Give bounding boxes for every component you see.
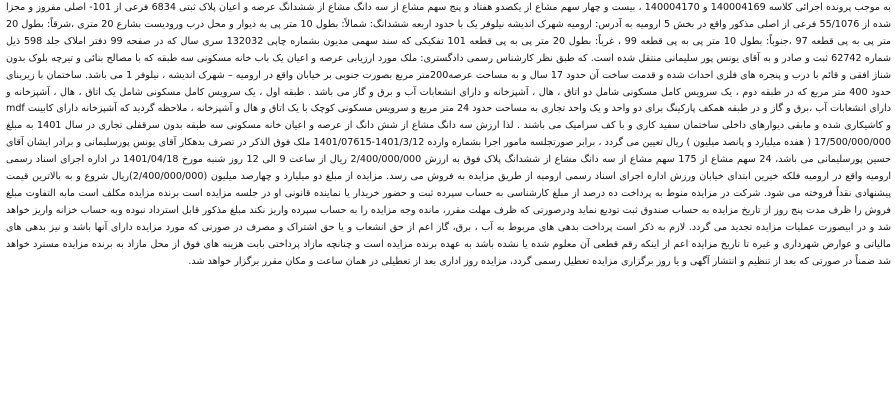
notice-body-text: به موجب پرونده اجرائی کلاسه 140004169 و 140004170 ، بیست و چهار سهم مشاع از یکصدو هفتاد و پنج سهم مشاع از سه دانگ مشاع از ششدانگ عرصه و اعیان پلاک ثبتی 6834 فرعی از 101- اصلی مفروز و مجزا شده از 55/1076 فرعی از اصلی مذکور واقع در بخش 5 ارومیه به آدرس: ارومیه شهرک اندیشه نیلوفر یک با حدود اربعه ششدانگ: شمالاً: بطول 10 متر پی به دیوار و محل درب ورودیست بشارع 20 متری ،شرقاً: بطول 20 متر پی به پی قطعه 97 ،جنوباً: بطول 10 متر پی به پی قطعه 99 ، غرباً: بطول 20 متر پی به پی قطعه 101 تفکیکی که سند سهمی مدیون بشماره چاپی 132032 سری سال که در صفحه 99 دفتر املاک جلد 598 ذیل شماره 62742 ثبت و صادر و به آقای یونس پور سلیمانی منتقل شده است. که طبق نظر کارشناس رسمی دادگستری: ملک مورد ارزیابی عرصه و اعیان یک باب خانه مسکونی سه طبقه که با مصالح بنائی و تیرچه بلوک بدون شناژ افقی و قائم با درب و پنجره های فلزی احداث شده و قدمت ساخت آن حدود 17 سال و به مساحت عرصه200متر مربع بصورت جنوبی بر خیابان واقع در ارومیه – شهرک اندیشه ، نیلوفر 1 می باشد. ساختمان با زیربنای حدود 400 متر مربع که در طبقه دوم ، یک سرویس کامل مسکونی شامل دو اتاق ، هال ، آشپزخانه و دارای انشعابات آب و برق و گاز می باشد . طبقه اول ، یک سرویس کامل مسکونی شامل یک اتاق ، هال ، آشپزخانه و دارای انشعابات آب ،برق و گاز و در طبقه همکف پارکینگ برای دو واحد و یک واحد تجاری به مساحت حدود 24 متر مربع و سرویس مسکونی کوچک با یک اتاق و هال و آشپزخانه ، ملاحظه گردید که آشپزخانه دارای کابینت mdf و کاشیکاری شده و مابقی دیوارهای داخلی ساختمان سفید کاری و با کف سرامیک می باشند . لذا ارزش سه دانگ مشاع از شش دانگ از عرصه و اعیان خانه مسکونی سه طبقه بدون سرقفلی تجاری در سال 1401 به مبلغ 17/500/000/000 ( هفده میلیارد و پانصد میلیون ) ریال تعیین می گردد ، برابر صورتجلسه مامور اجرا بشماره وارده 1401/3/12-1401/07615 ملک فوق الذکر در تصرف بدهکار آقای یونس پورسلیمانی و برادر ایشان آقای حسین پورسلیمانی می باشد، 24 سهم مشاع از 175 سهم مشاع از سه دانگ مشاع از ششدانگ پلاک فوق به ارزش 2/400/000/000 ریال از ساعت 9 الی 12 روز شنبه مورخ 1401/04/18 در اداره اجرای اسناد رسمی ارومیه واقع در ارومیه فلکه خیرین ابتدای خیابان ورزش اداره اجرای اسناد رسمی ارومیه از طریق مزایده به فروش می رسد. مزایده از مبلغ دو میلیارد و چهارصد میلیون (2/400/000/000)ریال شروع و به بالاترین قیمت پیشنهادی نقداً فروخته می شود. شرکت در مزایده منوط به پرداخت ده درصد از مبلغ کارشناسی به حساب سپرده ثبت و حضور خریدار یا نماینده قانونی او در جلسه مزایده است برنده مزایده مکلف است مابه التفاوت مبلغ فروش را ظرف مدت پنج روز از تاریخ مزایده به حساب صندوق ثبت تودیع نماید ودرصورتی که ظرف مهلت مقرر، مانده وجه مزایده را به حساب سپرده واریز نکند مبلغ مذکور قابل استرداد نبوده وبه حساب خزانه واریز خواهد شد و در ابیصورت عملیات مزایده تجدید می گردد. لازم به ذکر است پرداخت بدهی های مربوط به آب ، برق، گاز اعم از حق انشعاب و یا حق اشتراک و مصرف در صورتی که مورد مزایده دارای آنها باشد و نیز بدهی های مالیاتی و عوارض شهرداری و غیره تا تاریخ مزایده اعم از اینکه رقم قطعی آن معلوم شده یا نشده باشد به عهده برنده مزایده است و چنانچه مازاد پرداختی بابت هزینه های فوق از محل مازاد به برنده مزایده مسترد خواهد شد ضمناً در صورتی که بعد از تنظیم و انتشار آگهی و یا روز برگزاری مزایده تعطیل رسمی گردد، مزایده روز اداری بعد از تعطیلی در همان ساعت و مکان مقرر برگزار خواهد شد. xyxy=(6,2,892,267)
